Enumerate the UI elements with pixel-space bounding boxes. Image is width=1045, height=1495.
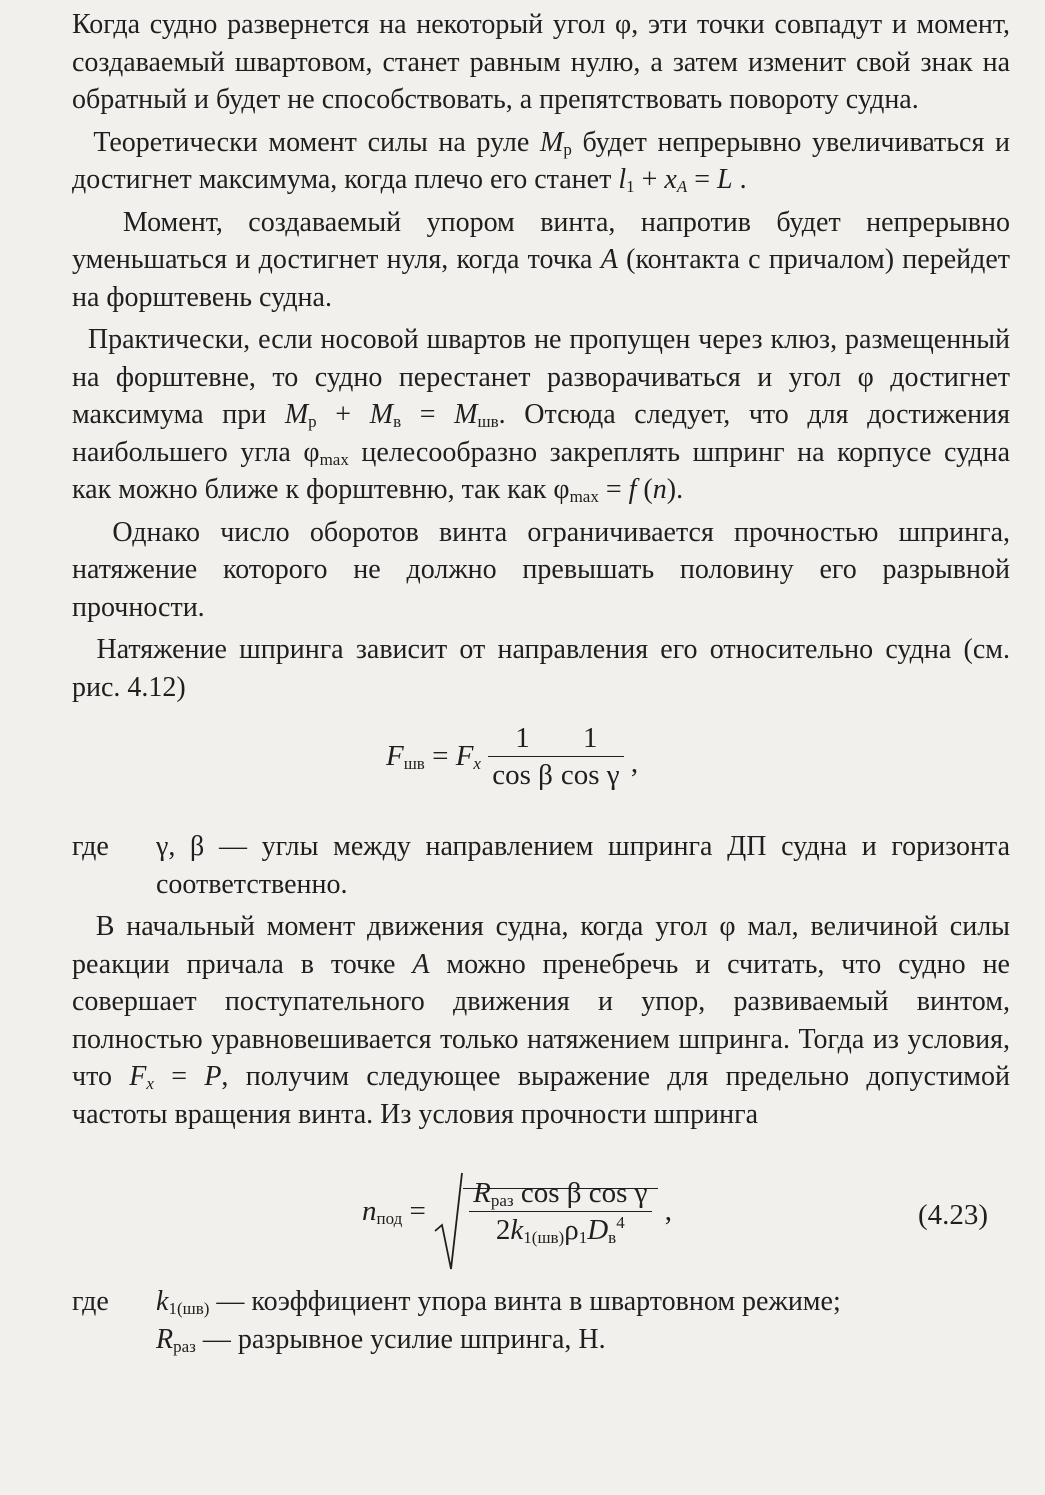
equation-4-23: $n_{под}$ = $\frac{R_{раз} \cos \beta \cos \gamma}{2k_{1(шв)}\rho_1D_в^4}$ , (4.23) xyxy=(72,1133,1010,1283)
equation-spring-tension: $F_{шв} = F_x$ $\frac{1}{\text{cos β}}$ $\frac{1}{\text{cos γ}}$ , xyxy=(386,722,639,791)
equation-number: (4.23) xyxy=(918,1199,989,1231)
document-page xyxy=(72,6,1010,1358)
paragraph-3: Момент, создаваемый упором винта, напротив будет непрерывно уменьшаться и достигнет нуля, когда точка A (контакта с причалом) перейдет на форштевень судна. xyxy=(72,206,1011,313)
paragraph-4: Практически, если носовой швартов не пропущен через клюз, размещенный на форштевне, то судно перестанет разворачиваться и угол φ достигнет максимума при $M_р + M_в = M_{шв}$. Отсюда следует, что для достижения наибольшего угла $\varphi_{max}$ целесообразно закреплять шпринг на корпусе судна как можно ближе к форштевню, так как $\varphi_{max} = f$ (n). xyxy=(72,324,1011,506)
where-block-1: где γ, β — углы между направлением шпринга ДП судна и горизонта соответственно. xyxy=(72,831,1010,900)
paragraph-1: Когда судно развернется на некоторый угол φ, эти точки совпадут и момент, создаваемый швартовом, станет равным нулю, а затем изменит свой знак на обратный и будет не способствовать, а препятствовать повороту судна. xyxy=(72,9,1010,115)
paragraph-5: Однако число оборотов винта ограничивается прочностью шпринга, натяжение которого не должно превышать половину его разрывной прочности. xyxy=(72,516,1010,623)
where-block-2: где $k_{1(шв)}$ — коэффициент упора винта в швартовном режиме; $R_{раз}$ — разрывное усилие шпринга, Н. xyxy=(72,1286,841,1356)
paragraph-6: Натяжение шпринга зависит от направления его относительно судна (см. рис. 4.12) xyxy=(72,634,1010,703)
paragraph-7: В начальный момент движения судна, когда угол φ мал, величиной силы реакции причала в точке A можно пренебречь и считать, что судно не совершает поступательного движения и упор, развиваемый винтом, полностью уравновешивается только натяжением шпринга. Тогда из условия, что $F_x = P$, получим следующее выражение для предельно допустимой частоты вращения винта. Из условия прочности шпринга xyxy=(72,911,1011,1130)
paragraph-2: Теоретически момент силы на руле $M_р$ будет непрерывно увеличиваться и достигнет максимума, когда плечо его станет $l_1 + x_A = L$ . xyxy=(72,126,1011,196)
